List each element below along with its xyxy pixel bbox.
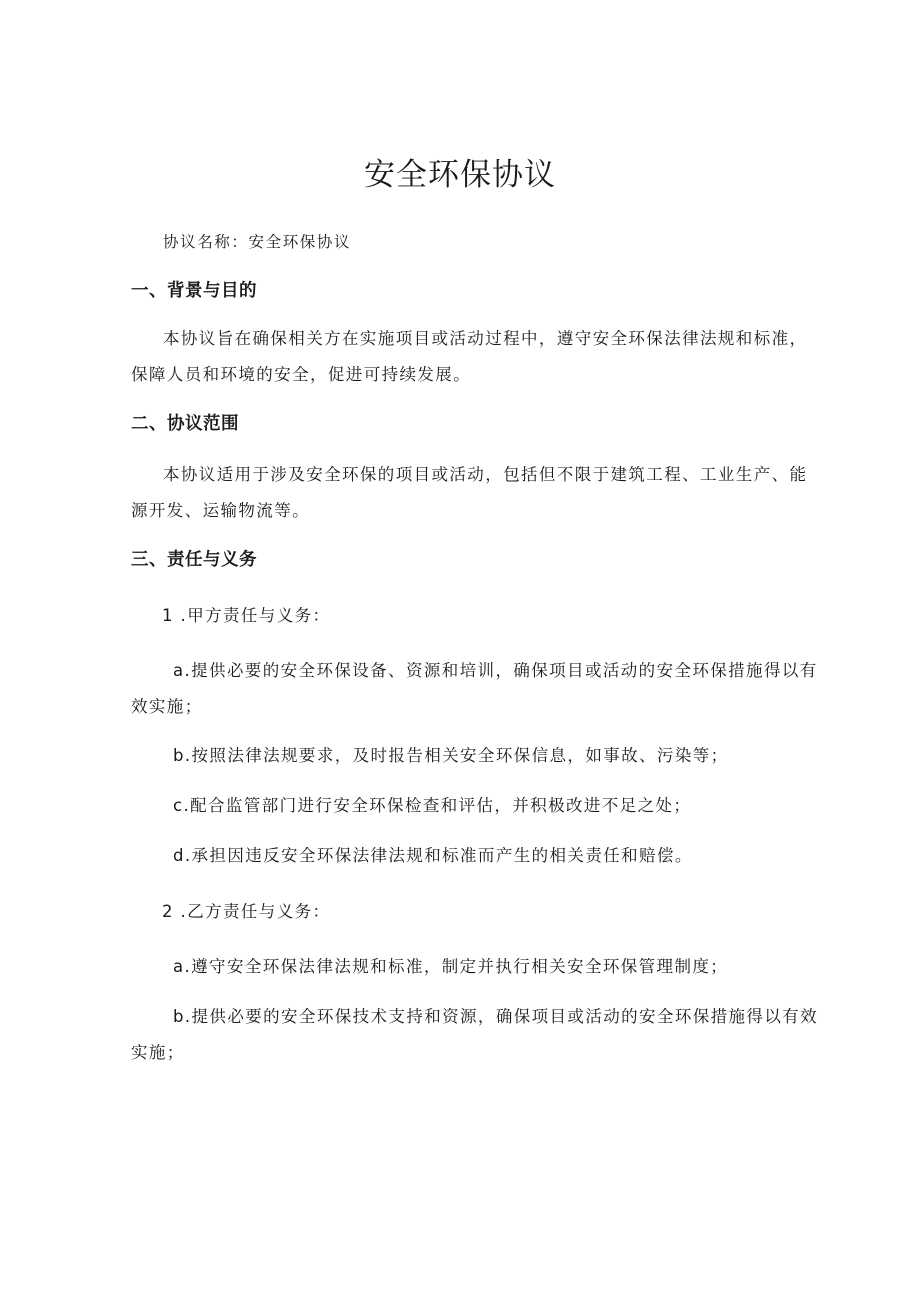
party-a-item-a-line-1: a.提供必要的安全环保设备、资源和培训，确保项目或活动的安全环保措施得以有: [173, 661, 818, 680]
party-a-label: 1 .甲方责任与义务：: [162, 606, 331, 625]
agreement-name: 协议名称：安全环保协议: [163, 233, 352, 251]
section-2-paragraph-line-1: 本协议适用于涉及安全环保的项目或活动，包括但不限于建筑工程、工业生产、能: [163, 465, 808, 484]
section-heading-scope: 二、协议范围: [131, 414, 239, 434]
party-a-item-b: b.按照法律法规要求，及时报告相关安全环保信息，如事故、污染等；: [173, 746, 729, 765]
party-b-item-a: a.遵守安全环保法律法规和标准，制定并执行相关安全环保管理制度；: [173, 957, 729, 976]
section-2-paragraph-line-2: 源开发、运输物流等。: [131, 501, 310, 520]
section-1-paragraph-line-1: 本协议旨在确保相关方在实施项目或活动过程中，遵守安全环保法律法规和标准，: [163, 329, 808, 348]
section-1-paragraph-line-2: 保障人员和环境的安全，促进可持续发展。: [131, 365, 472, 384]
party-a-item-c: c.配合监管部门进行安全环保检查和评估，并积极改进不足之处；: [173, 796, 692, 815]
section-heading-background: 一、背景与目的: [131, 281, 257, 301]
party-a-item-a-line-2: 效实施；: [131, 697, 203, 716]
party-b-item-b-line-1: b.提供必要的安全环保技术支持和资源，确保项目或活动的安全环保措施得以有效: [173, 1007, 819, 1026]
party-b-item-b-line-2: 实施；: [131, 1043, 185, 1062]
document-title: 安全环保协议: [364, 157, 556, 193]
party-a-item-d: d.承担因违反安全环保法律法规和标准而产生的相关责任和赔偿。: [173, 846, 693, 865]
party-b-label: 2 .乙方责任与义务：: [162, 902, 331, 921]
section-heading-responsibilities: 三、责任与义务: [131, 550, 257, 570]
